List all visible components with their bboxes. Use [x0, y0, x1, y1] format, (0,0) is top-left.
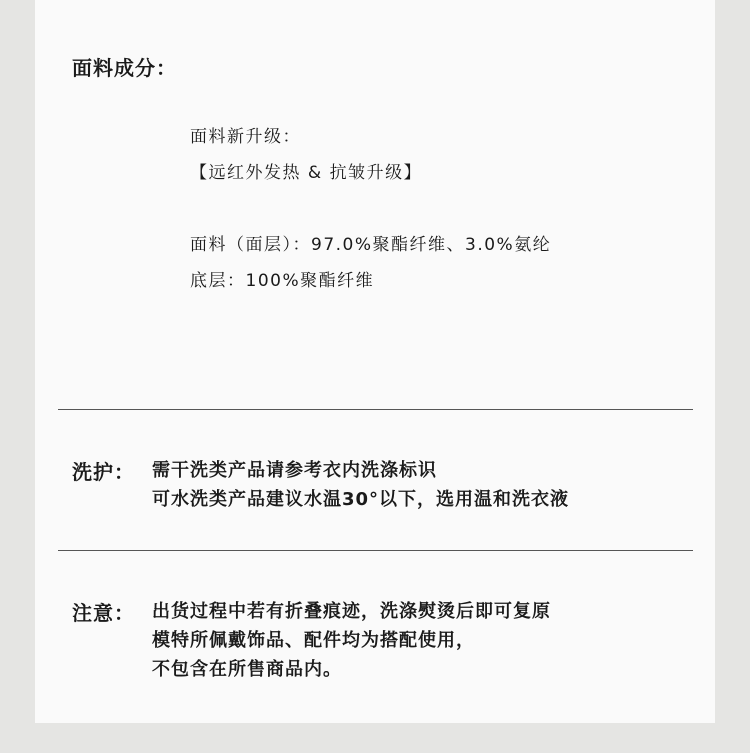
- notice-line-1: 出货过程中若有折叠痕迹，洗涤熨烫后即可复原: [152, 601, 551, 622]
- fabric-composition-base: 底层：100%聚酯纤维: [190, 271, 375, 291]
- notice-line-2: 模特所佩戴饰品、配件均为搭配使用，: [152, 630, 475, 651]
- divider-bottom: [58, 550, 693, 551]
- care-line-1: 需干洗类产品请参考衣内洗涤标识: [152, 460, 437, 481]
- fabric-upgrade-title: 面料新升级：: [190, 127, 301, 147]
- care-heading: 洗护：: [72, 460, 135, 484]
- fabric-composition-surface: 面料（面层）：97.0%聚酯纤维、3.0%氨纶: [190, 235, 552, 255]
- care-line-2: 可水洗类产品建议水温30°以下，选用温和洗衣液: [152, 489, 570, 510]
- divider-top: [58, 409, 693, 410]
- fabric-heading: 面料成分：: [72, 56, 177, 80]
- fabric-upgrade-feature: 【远红外发热 & 抗皱升级】: [190, 163, 423, 183]
- notice-heading: 注意：: [72, 601, 135, 625]
- notice-line-3: 不包含在所售商品内。: [152, 659, 342, 680]
